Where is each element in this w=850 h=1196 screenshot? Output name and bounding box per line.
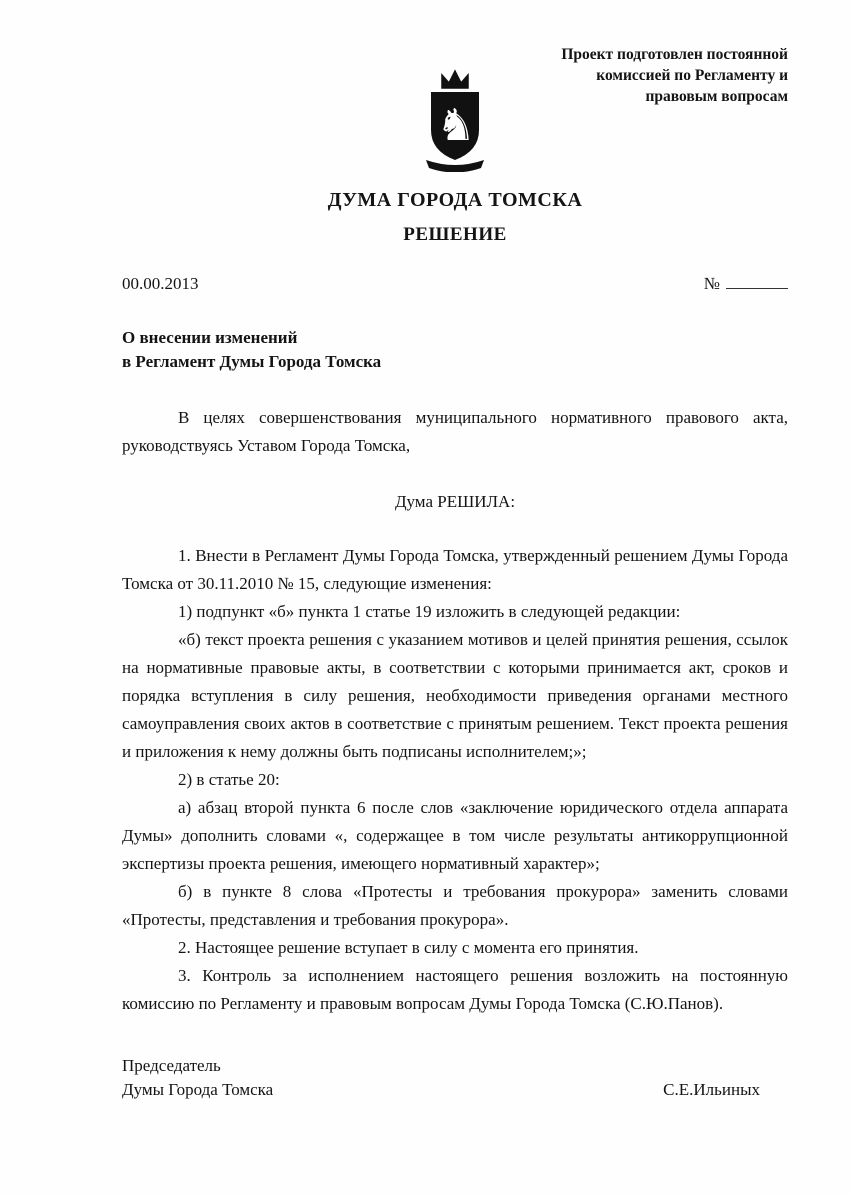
document-number-blank	[726, 274, 788, 289]
document-subject	[122, 326, 788, 374]
crown-icon	[442, 71, 468, 88]
intro-paragraph: В целях совершенствования муниципального нормативного правового акта, руководствуясь Уставом Города Томска,	[122, 408, 788, 455]
body-paragraph: 1) подпункт «б» пункта 1 статье 19 изложить в следующей редакции:	[178, 602, 681, 621]
project-note-line: комиссией по Регламенту и	[596, 67, 788, 84]
tomsk-coat-of-arms	[412, 68, 498, 177]
project-note	[561, 44, 788, 107]
document-number	[704, 274, 788, 294]
subject-line: в Регламент Думы Города Томска	[122, 352, 382, 371]
body-paragraph: б) в пункте 8 слова «Протесты и требования прокурора» заменить словами «Протесты, представления и требования прокурора».	[122, 882, 788, 929]
document-date: 00.00.2013	[122, 274, 199, 293]
body-paragraph: 3. Контроль за исполнением настоящего решения возложить на постоянную комиссию по Регламенту и правовым вопросам Думы Города Томска (С.Ю.Панов).	[122, 966, 788, 1013]
body-paragraph: 1. Внести в Регламент Думы Города Томска, утвержденный решением Думы Города Томска от 30.11.2010 № 15, следующие изменения:	[122, 546, 788, 593]
body-paragraph: 2. Настоящее решение вступает в силу с момента его принятия.	[178, 938, 639, 957]
organization-title: ДУМА ГОРОДА ТОМСКА	[327, 189, 583, 211]
coat-of-arms-image	[412, 68, 498, 172]
project-note-line: Проект подготовлен постоянной	[561, 46, 788, 63]
subject-line: О внесении изменений	[122, 328, 298, 347]
signatory-position	[122, 1054, 273, 1102]
signatory-position-line: Думы Города Томска	[122, 1080, 274, 1099]
document-body	[122, 542, 788, 1018]
signature-block	[122, 1054, 788, 1102]
body-paragraph: «б) текст проекта решения с указанием мотивов и целей принятия решения, ссылок на нормативные правовые акты, в соответствии с которыми принимается акт, сроков и порядка вступления в силу решения, необходимости приведения органами местного самоуправления своих актов в соответствие с принятым решением. Текст проекта решения и приложения к нему должны быть подписаны исполнителем;»;	[122, 630, 788, 761]
ribbon-banner	[426, 160, 484, 172]
white-horse-icon: ♞	[436, 100, 476, 151]
document-meta-row	[122, 274, 788, 294]
body-paragraph: а) абзац второй пункта 6 после слов «заключение юридического отдела аппарата Думы» дополнить словами «, содержащее в том числе результаты антикоррупционной экспертизы проекта решения, имеющего нормативный характер»;	[122, 798, 788, 873]
signatory-name: С.Е.Ильиных	[663, 1080, 760, 1099]
body-paragraph: 2) в статье 20:	[178, 770, 280, 789]
document-type-title: РЕШЕНИЕ	[403, 224, 507, 245]
project-note-line: правовым вопросам	[645, 88, 788, 105]
resolution-heading: Дума РЕШИЛА:	[394, 492, 516, 511]
signatory-position-line: Председатель	[122, 1056, 221, 1075]
document-number-label: №	[703, 274, 720, 293]
